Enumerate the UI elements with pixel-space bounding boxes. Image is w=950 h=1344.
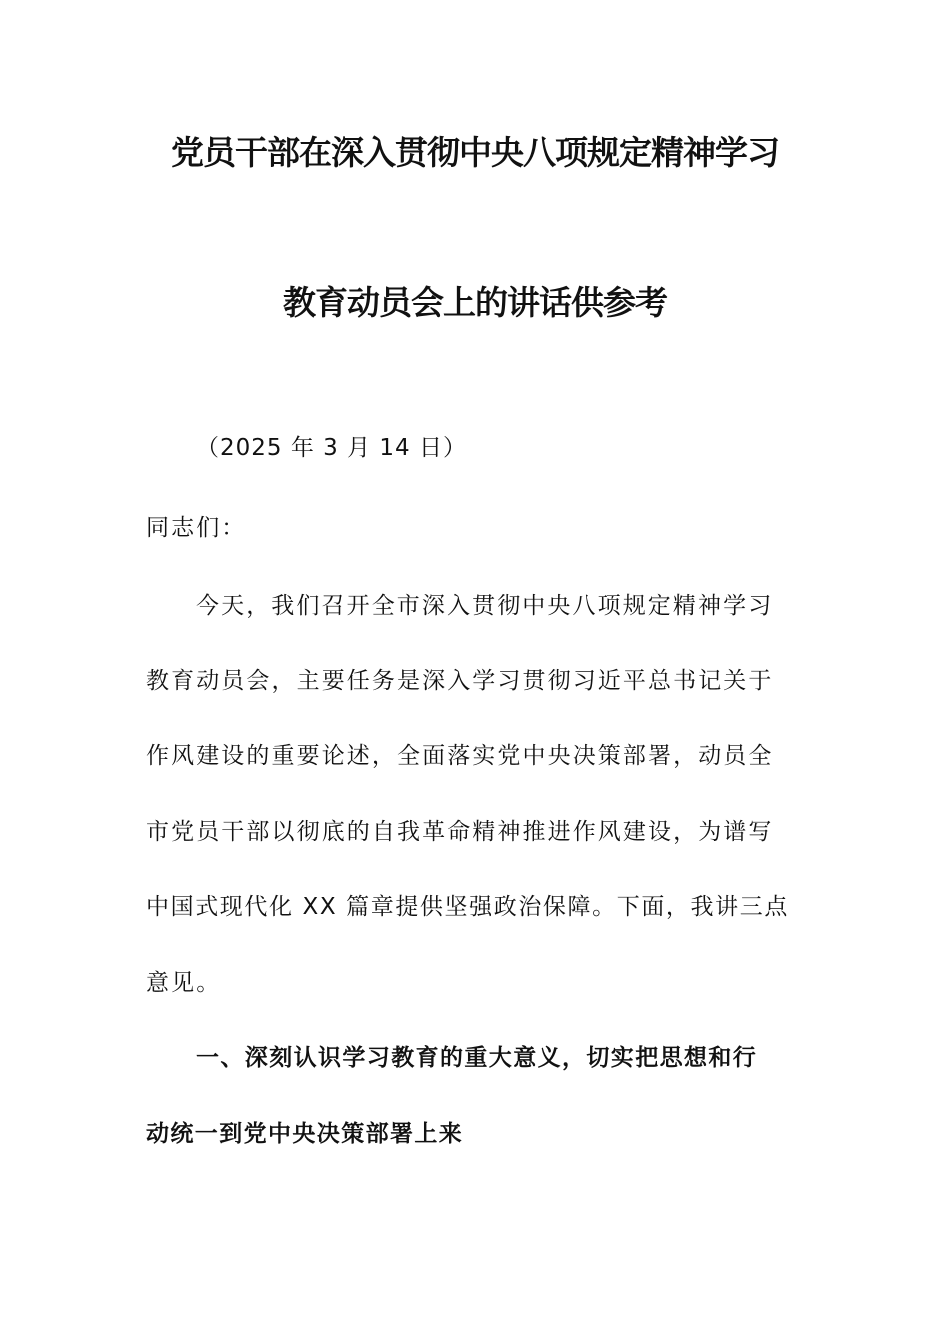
speech-date: （2025 年 3 月 14 日） — [196, 435, 467, 461]
document-title-line-1: 党员干部在深入贯彻中央八项规定精神学习 — [171, 133, 779, 172]
section-heading-line: 一、深刻认识学习教育的重大意义，切实把思想和行 — [196, 1045, 758, 1071]
salutation: 同志们： — [146, 515, 247, 541]
paragraph-line: 市党员干部以彻底的自我革命精神推进作风建设，为谱写 — [146, 819, 774, 845]
paragraph-line: 教育动员会，主要任务是深入学习贯彻习近平总书记关于 — [146, 668, 774, 694]
paragraph-line: 今天，我们召开全市深入贯彻中央八项规定精神学习 — [196, 593, 774, 619]
paragraph-line: 中国式现代化 XX 篇章提供坚强政治保障。下面，我讲三点 — [146, 894, 789, 920]
paragraph-line: 作风建设的重要论述，全面落实党中央决策部署，动员全 — [146, 743, 774, 769]
paragraph-line: 意见。 — [146, 970, 222, 996]
section-heading-line: 动统一到党中央决策部署上来 — [146, 1121, 464, 1147]
document-title-line-2: 教育动员会上的讲话供参考 — [283, 283, 667, 322]
